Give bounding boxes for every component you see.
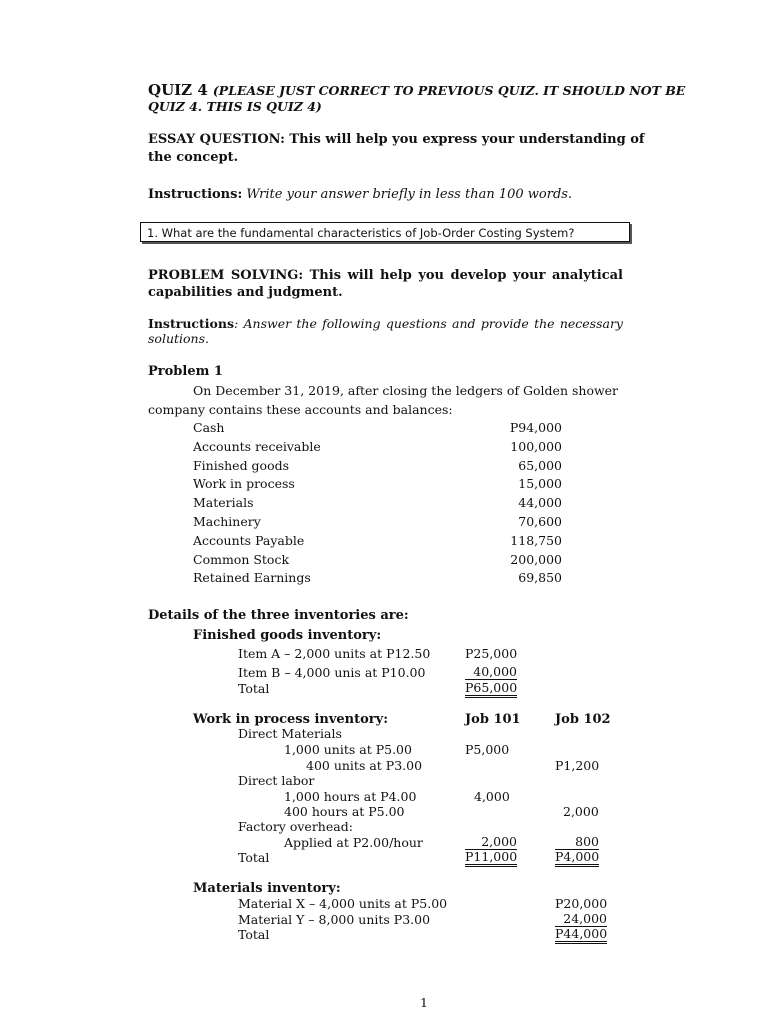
account-amount: 100,000 (510, 438, 562, 454)
materials-heading: Materials inventory: (193, 881, 341, 896)
wip-foh-label: Factory overhead: (238, 819, 353, 834)
finished-item-b: Item B – 4,000 unis at P10.00 (238, 665, 426, 680)
finished-total-amt: P65,000 (465, 681, 517, 698)
account-amount: 70,600 (518, 514, 562, 529)
ps-instr-text: : Answer the following questions and provide the necessary (234, 316, 623, 331)
essay-instr-text: Write your answer briefly in less than 100 words. (246, 187, 573, 202)
quiz-note: (PLEASE JUST CORRECT TO PREVIOUS QUIZ. IT SHOULD NOT BE (212, 83, 686, 98)
wip-dm2-amt: P1,200 (555, 758, 600, 773)
wip-dm2: 400 units at P3.00 (306, 758, 423, 773)
account-amount: 118,750 (510, 532, 562, 548)
account-amount: P94,000 (509, 420, 562, 435)
wip-foh1-amt102: 800 (555, 835, 599, 850)
account-name: Machinery (193, 514, 261, 529)
finished-total-label: Total (238, 681, 270, 696)
problem1-intro: On December 31, 2019, after closing the ledgers of Golden shower (193, 383, 619, 398)
ps-heading-cont: capabilities and judgment. (148, 285, 343, 300)
wip-total-102: P4,000 (555, 850, 599, 867)
quiz-note-cont: QUIZ 4. THIS IS QUIZ 4) (148, 99, 322, 114)
ps-instr-label: Instructions (148, 316, 235, 331)
materials-x: Material X – 4,000 units at P5.00 (238, 896, 448, 911)
essay-instructions (148, 187, 572, 202)
finished-item-a: Item A – 2,000 units at P12.50 (238, 646, 431, 661)
ps-instructions (148, 316, 623, 331)
inventories-heading: Details of the three inventories are: (148, 608, 409, 623)
wip-dm1-amt: P5,000 (465, 742, 510, 757)
wip-dl-label: Direct labor (238, 773, 315, 788)
wip-dm1: 1,000 units at P5.00 (284, 742, 412, 757)
account-amount: 65,000 (518, 457, 562, 473)
account-name: Cash (193, 420, 225, 435)
wip-dl2-amt: 2,000 (563, 804, 599, 819)
wip-total-101: P11,000 (465, 850, 517, 867)
wip-dl2: 400 hours at P5.00 (284, 804, 405, 819)
essay-question-box: 1. What are the fundamental characteristics of Job-Order Costing System? (140, 222, 630, 242)
quiz-title: QUIZ 4 (148, 81, 208, 99)
account-amount: 200,000 (510, 551, 562, 567)
materials-y-amt: 24,000 (555, 912, 607, 927)
wip-job101-header: Job 101 (465, 712, 521, 727)
account-amount: 15,000 (518, 476, 562, 492)
account-name: Materials (193, 495, 254, 511)
wip-foh1-amt101: 2,000 (465, 835, 517, 850)
account-name: Common Stock (193, 551, 290, 567)
materials-total-amt: P44,000 (555, 927, 607, 944)
account-amount: 44,000 (518, 495, 562, 511)
account-name: Finished goods (193, 457, 290, 473)
ps-heading: PROBLEM SOLVING: This will help you develop your analytical (148, 268, 623, 283)
quiz-title-line (148, 80, 685, 99)
problem1-title: Problem 1 (148, 364, 223, 379)
finished-item-a-amt: P25,000 (465, 646, 518, 661)
essay-instr-label: Instructions: (148, 187, 243, 202)
problem1-intro-cont: company contains these accounts and balances: (148, 402, 453, 417)
wip-dl1: 1,000 hours at P4.00 (284, 789, 417, 804)
essay-heading-cont: the concept. (148, 150, 239, 165)
account-name: Accounts receivable (193, 438, 321, 454)
account-amount: 69,850 (518, 570, 562, 586)
account-name: Retained Earnings (193, 570, 311, 586)
account-name: Work in process (193, 476, 295, 492)
ps-instr-cont: solutions. (148, 331, 209, 346)
page-number: 1 (420, 995, 428, 1010)
wip-dl1-amt: 4,000 (474, 789, 510, 804)
account-name: Accounts Payable (193, 532, 305, 548)
materials-total-label: Total (238, 927, 270, 942)
wip-dm-label: Direct Materials (238, 726, 342, 741)
essay-heading: ESSAY QUESTION: This will help you express your understanding of (148, 132, 645, 147)
finished-item-b-amt: 40,000 (465, 665, 517, 680)
wip-heading: Work in process inventory: (193, 712, 389, 727)
wip-foh1: Applied at P2.00/hour (284, 835, 423, 850)
finished-heading: Finished goods inventory: (193, 628, 382, 643)
materials-y: Material Y – 8,000 units P3.00 (238, 912, 431, 927)
wip-job102-header: Job 102 (555, 712, 611, 727)
wip-total-label: Total (238, 850, 270, 865)
materials-x-amt: P20,000 (555, 896, 608, 911)
